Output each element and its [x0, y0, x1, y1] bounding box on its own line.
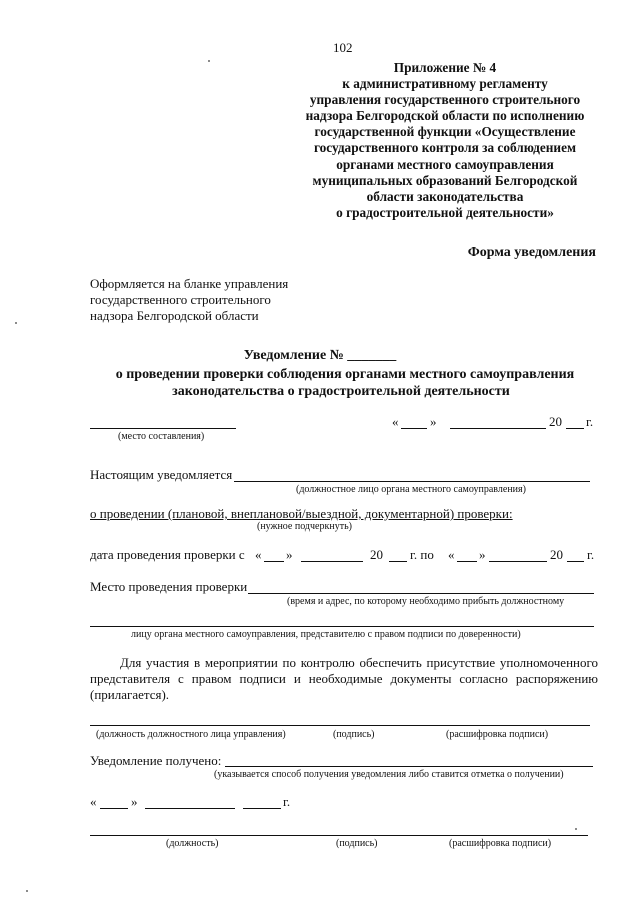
- received-day-line: [100, 808, 128, 809]
- signature-position-caption: (должность должностного лица управления): [96, 729, 286, 740]
- dates-month-line: [301, 561, 363, 562]
- scan-speck: [575, 828, 577, 830]
- year-suffix: г.: [586, 414, 594, 429]
- page-number: 102: [333, 40, 353, 55]
- appendix-line: муниципальных образований Белгородской: [312, 172, 578, 188]
- instruction-paragraph: Для участия в мероприятии по контролю обеспечить присутствие уполномоченного представителя с правом подписи и необходимые документы согласно распоряжению (прилагается).: [90, 655, 598, 702]
- scan-speck: [208, 60, 210, 62]
- appendix-line: органами местного самоуправления: [336, 156, 554, 172]
- signature-decoding-caption: (расшифровка подписи): [446, 729, 549, 740]
- notice-title: Уведомление № _______: [243, 348, 397, 363]
- place-line: [90, 428, 236, 429]
- appendix-line: области законодательства: [366, 188, 524, 204]
- dates-year-suffix: г. по: [410, 547, 434, 562]
- check-type-caption: (нужное подчеркнуть): [257, 521, 352, 532]
- received-label: Уведомление получено:: [90, 753, 222, 768]
- received-quote-close: »: [131, 794, 138, 809]
- date-quote-close: »: [430, 414, 437, 429]
- dates-day-line-2: [457, 561, 477, 562]
- location-line-2: [90, 626, 594, 627]
- appendix-line: государственного контроля за соблюдением: [313, 140, 577, 156]
- notified-line: [234, 481, 590, 482]
- month-line: [450, 428, 546, 429]
- signature-position-caption-2: (должность): [166, 838, 219, 849]
- notified-label: Настоящим уведомляется: [90, 467, 233, 482]
- appendix-line: управления государственного строительного: [309, 92, 581, 108]
- blank-note-line: государственного строительного: [90, 292, 271, 307]
- scan-speck: [15, 322, 17, 324]
- location-line: [248, 593, 594, 594]
- dates-year-suffix-2: г.: [587, 547, 595, 562]
- notice-subtitle: законодательства о градостроительной деятельности: [172, 384, 510, 399]
- place-caption: (место составления): [118, 431, 205, 442]
- location-caption-2: лицу органа местного самоуправления, представителю с правом подписи по доверенности): [131, 629, 521, 640]
- received-quote-open: «: [90, 794, 97, 809]
- appendix-line: Приложение № 4: [393, 60, 497, 75]
- appendix-line: к административному регламенту: [342, 76, 548, 92]
- notice-subtitle: о проведении проверки соблюдения органами местного самоуправления: [115, 367, 575, 382]
- dates-quote-close: »: [286, 547, 293, 562]
- dates-month-line-2: [489, 561, 547, 562]
- year-line: [566, 428, 584, 429]
- received-month-line: [145, 808, 235, 809]
- dates-quote-close-2: »: [479, 547, 486, 562]
- appendix-header: [285, 60, 605, 221]
- appendix-line: государственной функции «Осуществление: [314, 124, 576, 140]
- received-year-line: [243, 808, 281, 809]
- appendix-line: о градостроительной деятельности»: [336, 204, 554, 220]
- signature-decoding-caption-2: (расшифровка подписи): [449, 838, 552, 849]
- dates-year-line-2: [567, 561, 584, 562]
- dates-label: дата проведения проверки с: [90, 547, 245, 562]
- signature-line-2: [90, 835, 588, 836]
- blank-note: [90, 276, 288, 324]
- location-label: Место проведения проверки: [90, 579, 248, 594]
- received-year-suffix: г.: [283, 794, 291, 809]
- scan-speck: [26, 890, 28, 892]
- location-caption-1: (время и адрес, по которому необходимо прибыть должностному: [287, 596, 565, 607]
- received-caption: (указывается способ получения уведомления либо ставится отметка о получении): [214, 769, 564, 780]
- signature-caption: (подпись): [333, 729, 375, 740]
- day-line: [401, 428, 427, 429]
- appendix-line: надзора Белгородской области по исполнению: [305, 108, 585, 124]
- blank-note-line: надзора Белгородской области: [90, 308, 259, 323]
- dates-year-line: [389, 561, 407, 562]
- form-title: Форма уведомления: [467, 245, 596, 260]
- date-quote-open: «: [392, 414, 399, 429]
- notified-caption: (должностное лицо органа местного самоуправления): [296, 484, 526, 495]
- dates-year-prefix: 20: [370, 547, 383, 562]
- signature-caption-2: (подпись): [336, 838, 378, 849]
- dates-year-prefix-2: 20: [550, 547, 563, 562]
- dates-quote-open-2: «: [448, 547, 455, 562]
- signature-line: [90, 725, 590, 726]
- dates-day-line: [264, 561, 284, 562]
- year-prefix: 20: [549, 414, 562, 429]
- received-line: [225, 766, 593, 767]
- check-type-text: о проведении (плановой, внеплановой/выездной, документарной) проверки:: [90, 506, 513, 521]
- blank-note-line: Оформляется на бланке управления: [90, 276, 289, 291]
- dates-quote-open: «: [255, 547, 262, 562]
